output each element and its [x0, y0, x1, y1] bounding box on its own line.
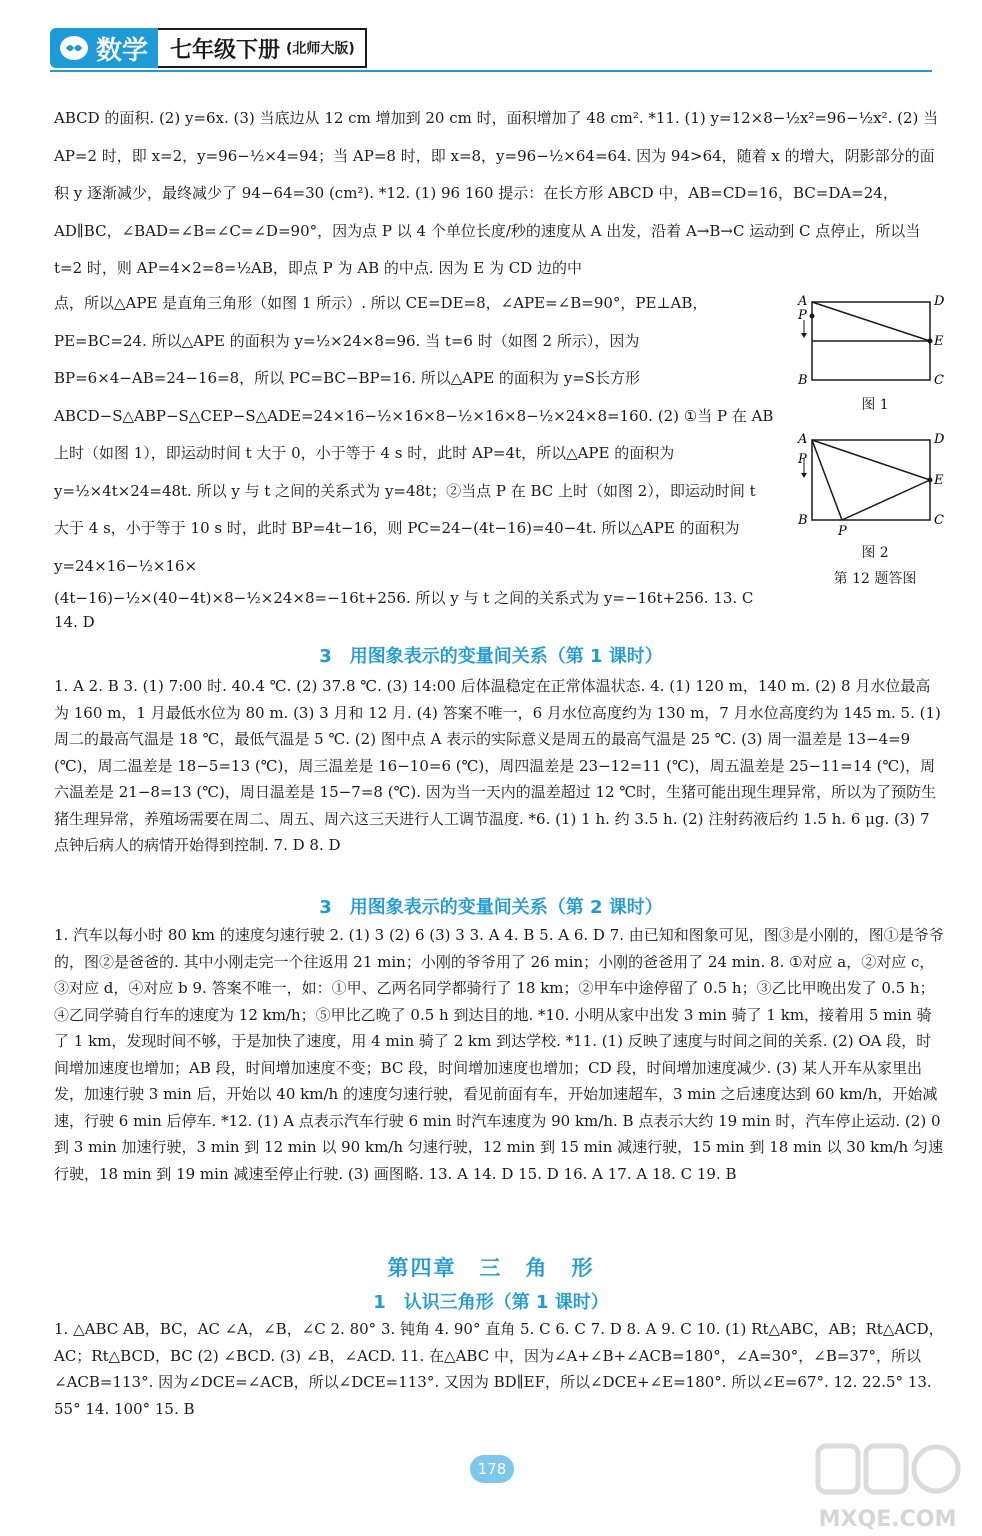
watermark-text: MXQE.COM: [818, 1507, 957, 1532]
page-header: [50, 28, 367, 68]
fig1-label-d: D: [934, 294, 945, 309]
fig2-label-e: E: [934, 473, 944, 488]
fig2-label-c: C: [934, 513, 944, 528]
book-title-box: [158, 28, 367, 68]
fig1-label-c: C: [934, 373, 944, 388]
answer-paragraph-mid: 点，所以△APE 是直角三角形（如图 1 所示）. 所以 CE=DE=8，∠APE=∠B=90°，PE⊥AB，PE=BC=24. 所以△APE 的面积为 y=½×24×8=96. 当 t=6 时（如图 2 所示），因为 BP=6×4−AB=24−16=8，所以 PC=BC−BP=16. 所以△APE 的面积为 y=S长方形ABCD−S△ABP−S△CEP−S△ADE=24×16−½×16×8−½×16×8−½×24×8=160. (2) ①当 P 在 AB 上时（如图 1），即运动时间 t 大于 0，小于等于 4 s 时，此时 AP=4t，所以△APE 的面积为 y=½×4t×24=48t. 所以 y 与 t 之间的关系式为 y=48t；②当点 P 在 BC 上时（如图 2），即运动时间 t 大于 4 s，小于等于 10 s 时，此时 BP=4t−16，则 PC=24−(4t−16)=40−4t. 所以△APE 的面积为 y=24×16−½×16×: [54, 294, 774, 575]
fig1-label-e: E: [934, 334, 944, 349]
subject-label: 数学: [96, 35, 149, 66]
section-body-lesson-3-1: 1. A 2. B 3. (1) 7:00 时. 40.4 ℃. (2) 37.8 ℃. (3) 14:00 后体温稳定在正常体温状态. 4. (1) 120 m，140 m. (2) 8 月水位最高为 160 m，1 月最低水位为 80 m. (3) 3 月和 12 月. (4) 答案不唯一，6 月水位高度约为 130 m，7 月水位高度约为 145 m. 5. (1) 周二的最高气温是 18 ℃，最低气温是 5 ℃. (2) 图中点 A 表示的实际意义是周五的最高气温是 25 ℃. (3) 周一温差是 13−4=9 (℃)，周二温差是 18−5=13 (℃)，周三温差是 16−10=6 (℃)，周四温差是 23−12=11 (℃)，周五温差是 25−11=14 (℃)，周六温差是 21−8=13 (℃)，周日温差是 15−7=8 (℃). 因为当一天内的温差超过 12 ℃时，生猪可能出现生理异常，所以为了预防生猪生理异常，养殖场需要在周二、周五、周六这三天进行人工调节温度. *6. (1) 1 h. 约 3.5 h. (2) 注射药液后约 1.5 h. 6 μg. (3) 7 点钟后病人的病情开始得到控制. 7. D 8. D: [54, 677, 941, 854]
answer-paragraph-last: 14. D: [54, 613, 95, 631]
section-title-lesson-3-1: 3 用图象表示的变量间关系（第 1 课时）: [319, 646, 663, 667]
figure-2: [790, 426, 960, 538]
fig2-label-a: A: [798, 432, 808, 447]
answer-paragraph-top: ABCD 的面积. (2) y=6x. (3) 当底边从 12 cm 增加到 20 cm 时，面积增加了 48 cm². *11. (1) y=12×8−½x²=96−½x². (2) 当 AP=2 时，即 x=2，y=96−½×4=94；当 AP=8 时，即 x=8，y=96−½×64=64. 因为 94>64，随着 x 的增大，阴影部分的面积 y 逐渐减少，最终减少了 94−64=30 (cm²). *12. (1) 96 160 提示：在长方形 ABCD 中，AB=CD=16，BC=DA=24，AD∥BC，∠BAD=∠B=∠C=∠D=90°，因为点 P 以 4 个单位长度/秒的速度从 A 出发，沿着 A→B→C 运动到 C 点停止，所以当 t=2 时，则 AP=4×2=8=½AB，即点 P 为 AB 的中点. 因为 E 为 CD 边的中: [54, 109, 939, 277]
answer-paragraph-end: (4t−16)−½×(40−4t)×8−½×24×8=−16t+256. 所以 y 与 t 之间的关系式为 y=−16t+256. 13. C: [54, 589, 754, 607]
watermark: [800, 1440, 975, 1532]
fig1-label-b: B: [798, 373, 808, 388]
section-title-lesson-3-2: 3 用图象表示的变量间关系（第 2 课时）: [319, 897, 663, 918]
figure-1: [790, 290, 960, 390]
fig2-label-d: D: [934, 432, 945, 447]
figure-main-caption: 第 12 题答图: [833, 571, 917, 587]
figure-column: [790, 290, 960, 588]
fig2-label-p-side: P: [798, 452, 807, 467]
section-body-lesson-4-1: 1. △ABC AB，BC，AC ∠A，∠B，∠C 2. 80° 3. 钝角 4. 90° 直角 5. C 6. C 7. D 8. A 9. C 10. (1) Rt△ABC，AB；Rt△ACD，AC；Rt△BCD，BC (2) ∠BCD. (3) ∠B，∠ACD. 11. 在△ABC 中，因为∠A+∠B+∠ACB=180°，∠A=30°，∠B=37°，所以∠ACB=113°. 因为∠DCE=∠ACB，所以∠DCE=113°. 又因为 BD∥EF，所以∠DCE+∠E=180°. 所以∠E=67°. 12. 22.5° 13. 55° 14. 100° 15. B: [54, 1320, 944, 1418]
chapter-title: 第四章 三 角 形: [387, 1256, 595, 1280]
figure-1-caption: 图 1: [861, 397, 889, 413]
section-title-lesson-4-1: 1 认识三角形（第 1 课时）: [373, 1292, 609, 1313]
fig2-label-p: P: [838, 524, 847, 538]
book-leaf-icon: [60, 36, 88, 60]
fig2-label-b: B: [798, 513, 808, 528]
book-title: 七年级下册: [170, 37, 281, 63]
header-rule: [50, 70, 932, 72]
subject-badge: [50, 28, 158, 68]
figure-2-caption: 图 2: [861, 545, 889, 561]
fig1-label-a: A: [798, 294, 808, 309]
watermark-logo-icon: [800, 1440, 975, 1502]
edition-label: (北师大版): [286, 41, 355, 57]
fig1-label-p: P: [798, 308, 807, 323]
section-body-lesson-3-2: 1. 汽车以每小时 80 km 的速度匀速行驶 2. (1) 3 (2) 6 (3) 3 3. A 4. B 5. A 6. D 7. 由已知和图象可见，图③是小刚的，图①是爷爷的，图②是爸爸的. 其中小刚走完一个往返用 21 min；小刚的爷爷用了 26 min；小刚的爸爸用了 24 min. 8. ①对应 a，②对应 c，③对应 d，④对应 b 9. 答案不唯一，如：①甲、乙两名同学都骑行了 18 km；②甲车中途停留了 0.5 h；③乙比甲晚出发了 0.5 h；④乙同学骑自行车的速度为 12 km/h；⑤甲比乙晚了 0.5 h 到达目的地. *10. 小明从家中出发 3 min 骑了 1 km，接着用 5 min 骑了 1 km，发现时间不够，于是加快了速度，用 4 min 骑了 2 km 到达学校. *11. (1) 反映了速度与时间之间的关系. (2) OA 段，时间增加速度也增加；AB 段，时间增加速度不变；BC 段，时间增加速度也增加；CD 段，时间增加速度减少. (3) 某人开车从家里出发，加速行驶 3 min 后，开始以 40 km/h 的速度匀速行驶，看见前面有车，开始加速超车，3 min 之后速度达到 60 km/h，开始减速，行驶 6 min 后停车. *12. (1) A 点表示汽车行驶 6 min 时汽车速度为 90 km/h. B 点表示大约 19 min 时，汽车停止运动. (2) 0 到 3 min 加速行驶，3 min 到 12 min 以 90 km/h 匀速行驶，12 min 到 15 min 减速行驶，15 min 到 18 min 以 30 km/h 匀速行驶，18 min 到 19 min 减速至停止行驶. (3) 画图略. 13. A 14. D 15. D 16. A 17. A 18. C 19. B: [54, 926, 944, 1183]
page-number-badge: 178: [470, 1455, 514, 1483]
